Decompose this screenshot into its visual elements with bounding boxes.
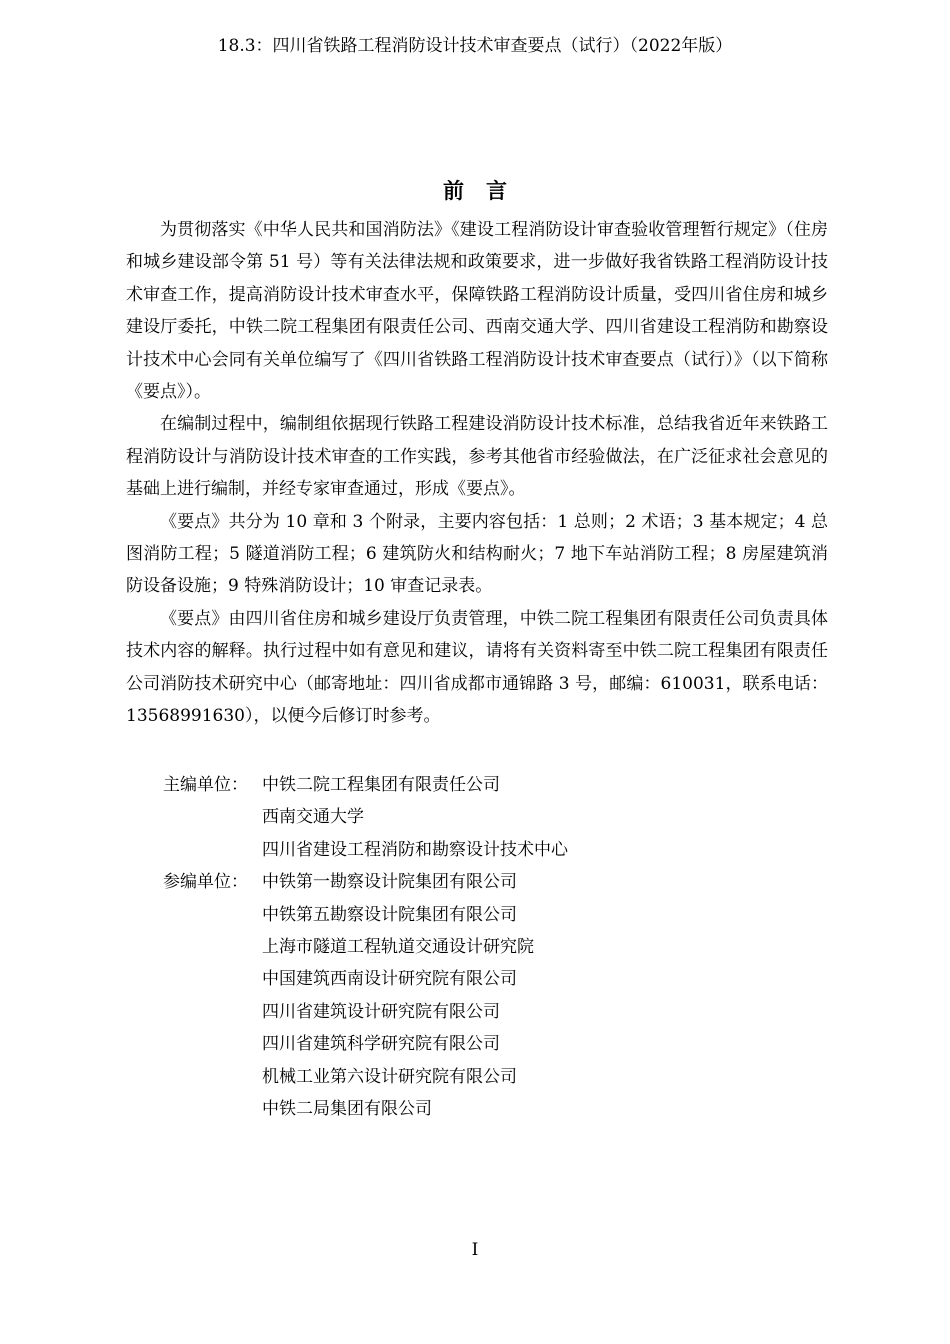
paragraph-contents: 《要点》共分为 10 章和 3 个附录，主要内容包括：1 总则；2 术语；3 基本规定；4 总图消防工程；5 隧道消防工程；6 建筑防火和结构耐火；7 地下车站消防工程；8 房屋建筑消防设备设施；9 特殊消防设计；10 审查记录表。 bbox=[126, 511, 828, 597]
editing-units bbox=[126, 769, 828, 1125]
unit-row bbox=[126, 1093, 828, 1125]
running-header-title: 18.3：四川省铁路工程消防设计技术审查要点（试行）（2022年版） bbox=[217, 36, 733, 56]
participating-unit: 四川省建筑设计研究院有限公司 bbox=[262, 1001, 500, 1022]
unit-row bbox=[126, 931, 828, 963]
participating-unit: 中铁第五勘察设计院集团有限公司 bbox=[262, 904, 517, 925]
paragraph-compilation: 在编制过程中，编制组依据现行铁路工程建设消防设计技术标准，总结我省近年来铁路工程消防设计与消防设计技术审查的工作实践，参考其他省市经验做法，在广泛征求社会意见的基础上进行编制，并经专家审查通过，形成《要点》。 bbox=[126, 414, 828, 500]
participating-unit: 中铁第一勘察设计院集团有限公司 bbox=[262, 872, 517, 893]
chief-editor-unit: 中铁二院工程集团有限责任公司 bbox=[262, 775, 500, 795]
paragraph-management: 《要点》由四川省住房和城乡建设厅负责管理，中铁二院工程集团有限责任公司负责具体技术内容的解释。执行过程中如有意见和建议，请将有关资料寄至中铁二院工程集团有限责任公司消防技术研究中心（邮寄地址：四川省成都市通锦路 3 号，邮编：610031，联系电话：13568991630），以便今后修订时参考。 bbox=[126, 608, 828, 727]
unit-row bbox=[126, 769, 828, 801]
unit-row bbox=[126, 801, 828, 833]
unit-row bbox=[126, 834, 828, 866]
participating-unit: 机械工业第六设计研究院有限公司 bbox=[262, 1066, 517, 1087]
unit-row bbox=[126, 866, 828, 898]
participating-unit: 上海市隧道工程轨道交通设计研究院 bbox=[262, 936, 534, 957]
chief-editor-unit: 四川省建设工程消防和勘察设计技术中心 bbox=[262, 839, 568, 860]
foreword-body bbox=[126, 214, 828, 733]
participating-label: 参编单位： bbox=[163, 872, 248, 893]
chief-editor-label: 主编单位： bbox=[163, 775, 248, 795]
page-number: I bbox=[471, 1240, 479, 1260]
participating-unit: 中国建筑西南设计研究院有限公司 bbox=[262, 969, 517, 990]
participating-unit: 四川省建筑科学研究院有限公司 bbox=[262, 1034, 500, 1055]
unit-row bbox=[126, 963, 828, 995]
unit-row bbox=[126, 996, 828, 1028]
unit-row bbox=[126, 899, 828, 931]
participating-unit: 中铁二局集团有限公司 bbox=[262, 1098, 432, 1119]
chief-editor-unit: 西南交通大学 bbox=[262, 807, 364, 828]
section-title: 前言 bbox=[443, 178, 529, 203]
paragraph-purpose: 为贯彻落实《中华人民共和国消防法》《建设工程消防设计审查验收管理暂行规定》（住房和城乡建设部令第 51 号）等有关法律法规和政策要求，进一步做好我省铁路工程消防设计技术审查工作，提高消防设计技术审查水平，保障铁路工程消防设计质量，受四川省住房和城乡建设厅委托，中铁二院工程集团有限责任公司、西南交通大学、四川省建设工程消防和勘察设计技术中心会同有关单位编写了《四川省铁路工程消防设计技术审查要点（试行）》（以下简称《要点》）。 bbox=[126, 220, 828, 403]
unit-row bbox=[126, 1061, 828, 1093]
unit-row bbox=[126, 1028, 828, 1060]
